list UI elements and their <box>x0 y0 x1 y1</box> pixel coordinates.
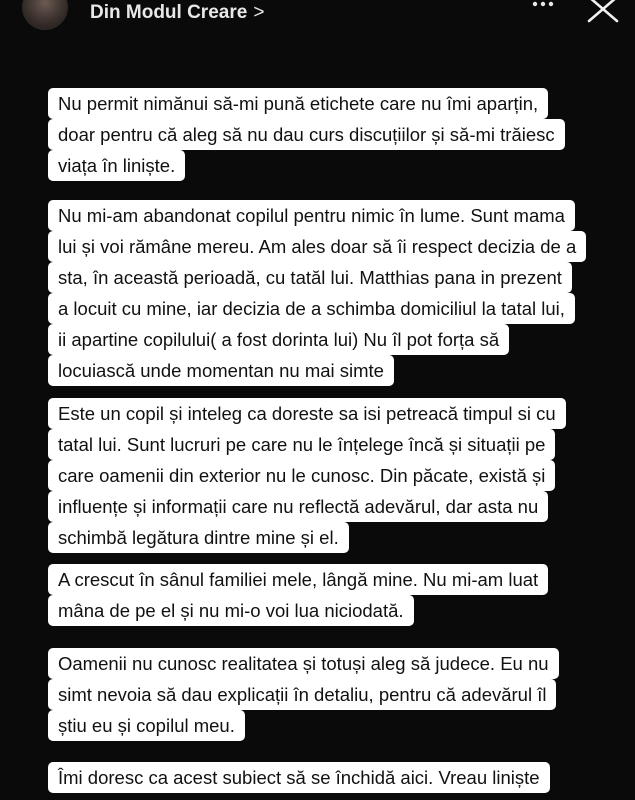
text-line: Îmi doresc ca acest subiect să se închidă aici. Vreau liniște <box>48 762 550 793</box>
text-line: știu eu și copilul meu. <box>48 710 245 741</box>
text-line: tatal lui. Sunt lucruri pe care nu le înțelege încă și situații pe <box>48 429 555 460</box>
more-dots-icon[interactable] <box>532 0 554 4</box>
text-line: viața în liniște. <box>48 150 185 181</box>
text-line: Este un copil și inteleg ca doreste sa isi petreacă timpul si cu <box>48 398 566 429</box>
text-line: schimbă legătura dintre mine și el. <box>48 522 349 553</box>
close-icon[interactable] <box>586 0 620 24</box>
text-block-4 <box>48 564 548 626</box>
text-line: a locuit cu mine, iar decizia de a schimba domiciliul la tatal lui, <box>48 293 575 324</box>
text-line: Nu permit nimănui să-mi pună etichete care nu îmi aparțin, <box>48 88 548 119</box>
text-block-5 <box>48 648 559 741</box>
text-line: lui și voi rămâne mereu. Am ales doar să îi respect decizia de a <box>48 231 586 262</box>
text-block-2 <box>48 200 586 386</box>
text-line: ii apartine copilului( a fost dorinta lui) Nu îl pot forța să <box>48 324 509 355</box>
text-block-6 <box>48 762 550 793</box>
text-line: doar pentru că aleg să nu dau curs discuțiilor și să-mi trăiesc <box>48 119 565 150</box>
text-line: influențe și informații care nu reflectă adevărul, dar asta nu <box>48 491 548 522</box>
text-line: sta, în această perioadă, cu tatăl lui. Matthias pana in prezent <box>48 262 572 293</box>
header-title-text: Din Modul Creare <box>90 2 248 23</box>
story-header <box>0 0 635 30</box>
text-block-3 <box>48 398 566 553</box>
text-line: care oamenii din exterior nu le cunosc. Din păcate, există și <box>48 460 555 491</box>
text-line: mâna de pe el și nu mi-o voi lua niciodată. <box>48 595 414 626</box>
text-line: Nu mi-am abandonat copilul pentru nimic în lume. Sunt mama <box>48 200 575 231</box>
text-block-1 <box>48 88 565 181</box>
header-title[interactable] <box>90 2 264 24</box>
text-line: simt nevoia să dau explicații în detaliu, pentru că adevărul îl <box>48 679 556 710</box>
avatar[interactable] <box>22 0 68 30</box>
text-line: Oamenii nu cunosc realitatea și totuși aleg să judece. Eu nu <box>48 648 559 679</box>
chevron-right-icon: > <box>253 2 265 23</box>
text-line: locuiască unde momentan nu mai simte <box>48 355 394 386</box>
text-line: A crescut în sânul familiei mele, lângă mine. Nu mi-am luat <box>48 564 548 595</box>
